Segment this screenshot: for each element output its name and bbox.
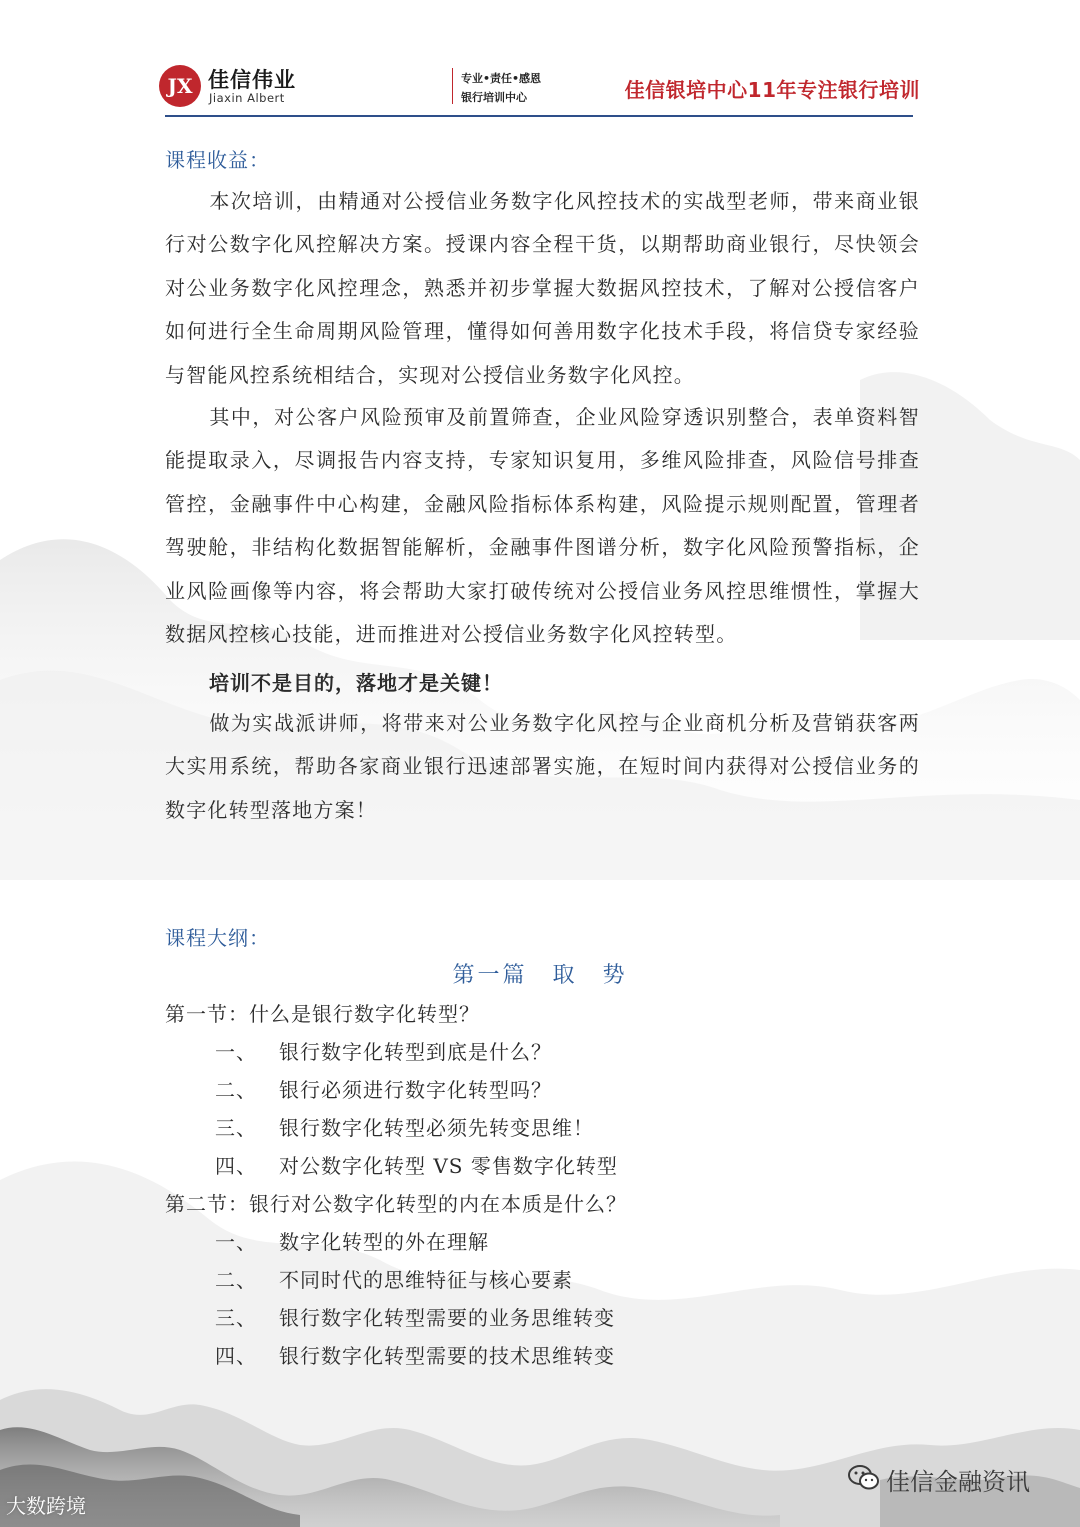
para2-line-4: 驾驶舱，非结构化数据智能解析，金融事件图谱分析，数字化风险预警指标，企 (165, 535, 920, 560)
slogan-line-1: 专业•责任•感恩 (461, 72, 542, 85)
item-number: 二、 (215, 1268, 257, 1292)
header-rule (165, 115, 913, 117)
benefits-label: 课程收益： (165, 148, 270, 172)
outline-label: 课程大纲： (165, 926, 270, 950)
item-text: 不同时代的思维特征与核心要素 (279, 1268, 573, 1292)
para2-line-1: 其中，对公客户风险预审及前置筛查，企业风险穿透识别整合，表单资料智 (209, 405, 920, 429)
watermark-left: 大数跨境 (6, 1494, 86, 1518)
outline-item (215, 1226, 489, 1255)
outline-item (215, 1074, 552, 1103)
para2-line-2: 能提取录入，尽调报告内容支持，专家知识复用，多维风险排查，风险信号排查 (165, 448, 920, 473)
para3-line-3: 数字化转型落地方案！ (165, 797, 377, 822)
benefits-paragraph-2 (165, 396, 920, 656)
item-text: 银行数字化转型到底是什么？ (279, 1040, 552, 1064)
para2-line-3: 管控，金融事件中心构建，金融风险指标体系构建，风险提示规则配置，管理者 (165, 491, 920, 516)
part-title: 第一篇 取 势 (452, 963, 628, 988)
logo-english-name: Jiaxin Albert (209, 91, 285, 105)
section-2-title: 第二节：银行对公数字化转型的内在本质是什么？ (165, 1192, 627, 1216)
item-number: 四、 (215, 1344, 257, 1368)
outline-item (215, 1264, 573, 1293)
item-text: 数字化转型的外在理解 (279, 1230, 489, 1254)
jx-logo-icon (158, 64, 202, 108)
para1-line-4: 如何进行全生命周期风险管理，懂得如何善用数字化技术手段，将信贷专家经验 (165, 319, 920, 344)
item-text: 对公数字化转型 VS 零售数字化转型 (279, 1154, 618, 1178)
para1-line-2: 行对公数字化风控解决方案。授课内容全程干货，以期帮助商业银行，尽快领会 (165, 232, 920, 257)
item-number: 一、 (215, 1040, 257, 1064)
para1-line-5: 与智能风控系统相结合，实现对公授信业务数字化风控。 (165, 362, 695, 387)
svg-text:JX: JX (167, 74, 193, 98)
logo-divider (452, 68, 453, 104)
header-title: 佳信银培中心11年专注银行培训 (624, 78, 920, 102)
para1-line-3: 对公业务数字化风控理念，熟悉并初步掌握大数据风控技术，了解对公授信客户 (165, 275, 920, 300)
section-1-title: 第一节：什么是银行数字化转型？ (165, 1002, 480, 1026)
benefits-paragraph-3 (165, 702, 920, 832)
item-number: 三、 (215, 1306, 257, 1330)
benefits-paragraph-1 (165, 180, 920, 397)
slogan-line-2: 银行培训中心 (461, 91, 527, 104)
item-text: 银行必须进行数字化转型吗？ (279, 1078, 552, 1102)
item-text: 银行数字化转型必须先转变思维！ (279, 1116, 594, 1140)
watermark-right: 佳信金融资讯 (886, 1468, 1030, 1496)
item-text: 银行数字化转型需要的业务思维转变 (279, 1306, 615, 1330)
para3-line-1: 做为实战派讲师，将带来对公业务数字化风控与企业商机分析及营销获客两 (209, 711, 920, 735)
page-header (158, 62, 920, 114)
item-number: 四、 (215, 1154, 257, 1178)
item-number: 二、 (215, 1078, 257, 1102)
item-number: 一、 (215, 1230, 257, 1254)
outline-item (215, 1150, 618, 1179)
outline-item (215, 1340, 615, 1369)
para3-line-2: 大实用系统，帮助各家商业银行迅速部署实施，在短时间内获得对公授信业务的 (165, 754, 920, 779)
item-text: 银行数字化转型需要的技术思维转变 (279, 1344, 615, 1368)
logo-chinese-name: 佳信伟业 (208, 68, 296, 92)
key-statement: 培训不是目的，落地才是关键！ (209, 671, 503, 695)
outline-item (215, 1036, 552, 1065)
para1-line-1: 本次培训，由精通对公授信业务数字化风控技术的实战型老师，带来商业银 (209, 189, 920, 213)
outline-item (215, 1302, 615, 1331)
outline-item (215, 1112, 594, 1141)
para2-line-6: 数据风控核心技能，进而推进对公授信业务数字化风控转型。 (165, 622, 738, 647)
wechat-icon (848, 1464, 880, 1492)
item-number: 三、 (215, 1116, 257, 1140)
para2-line-5: 业风险画像等内容，将会帮助大家打破传统对公授信业务风控思维惯性，掌握大 (165, 578, 920, 603)
